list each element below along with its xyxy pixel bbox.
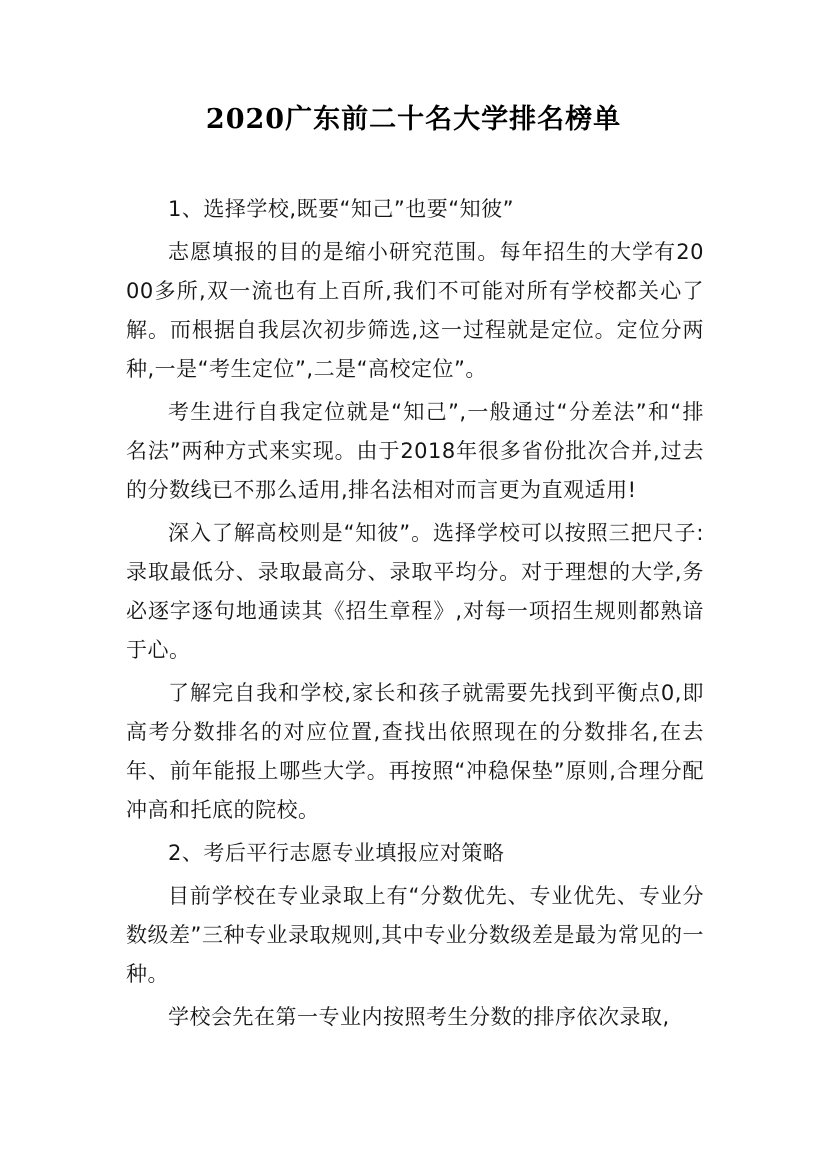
paragraph: 志愿填报的目的是缩小研究范围。每年招生的大学有2000多所,双一流也有上百所,我们不可能对所有学校都关心了解。而根据自我层次初步筛选,这一过程就是定位。定位分两种,一是“考生定位”,二是“高校定位”。 [126,240,704,381]
paragraph: 目前学校在专业录取上有“分数优先、专业优先、专业分数级差”三种专业录取规则,其中专业分数级差是最为常见的一种。 [126,884,704,986]
paragraph: 深入了解高校则是“知彼”。选择学校可以按照三把尺子:录取最低分、录取最高分、录取平均分。对于理想的大学,务必逐字逐句地通读其《招生章程》,对每一项招生规则都熟谙于心。 [126,521,704,662]
paragraph: 了解完自我和学校,家长和孩子就需要先找到平衡点0,即高考分数排名的对应位置,查找出依照现在的分数排名,在去年、前年能报上哪些大学。再按照“冲稳保垫”原则,合理分配冲高和托底的院校。 [126,681,704,822]
document-body [126,190,704,1041]
section-heading-2: 2、考后平行志愿专业填报应对策略 [168,841,505,865]
paragraph: 学校会先在第一专业内按照考生分数的排序依次录取, [168,1005,670,1029]
paragraph: 考生进行自我定位就是“知己”,一般通过“分差法”和“排名法”两种方式来实现。由于2018年很多省份批次合并,过去的分数线已不那么适用,排名法相对而言更为直观适用! [126,400,704,502]
document-title: 2020广东前二十名大学排名榜单 [205,104,622,135]
section-heading-1: 1、选择学校,既要“知己”也要“知彼” [168,197,515,221]
